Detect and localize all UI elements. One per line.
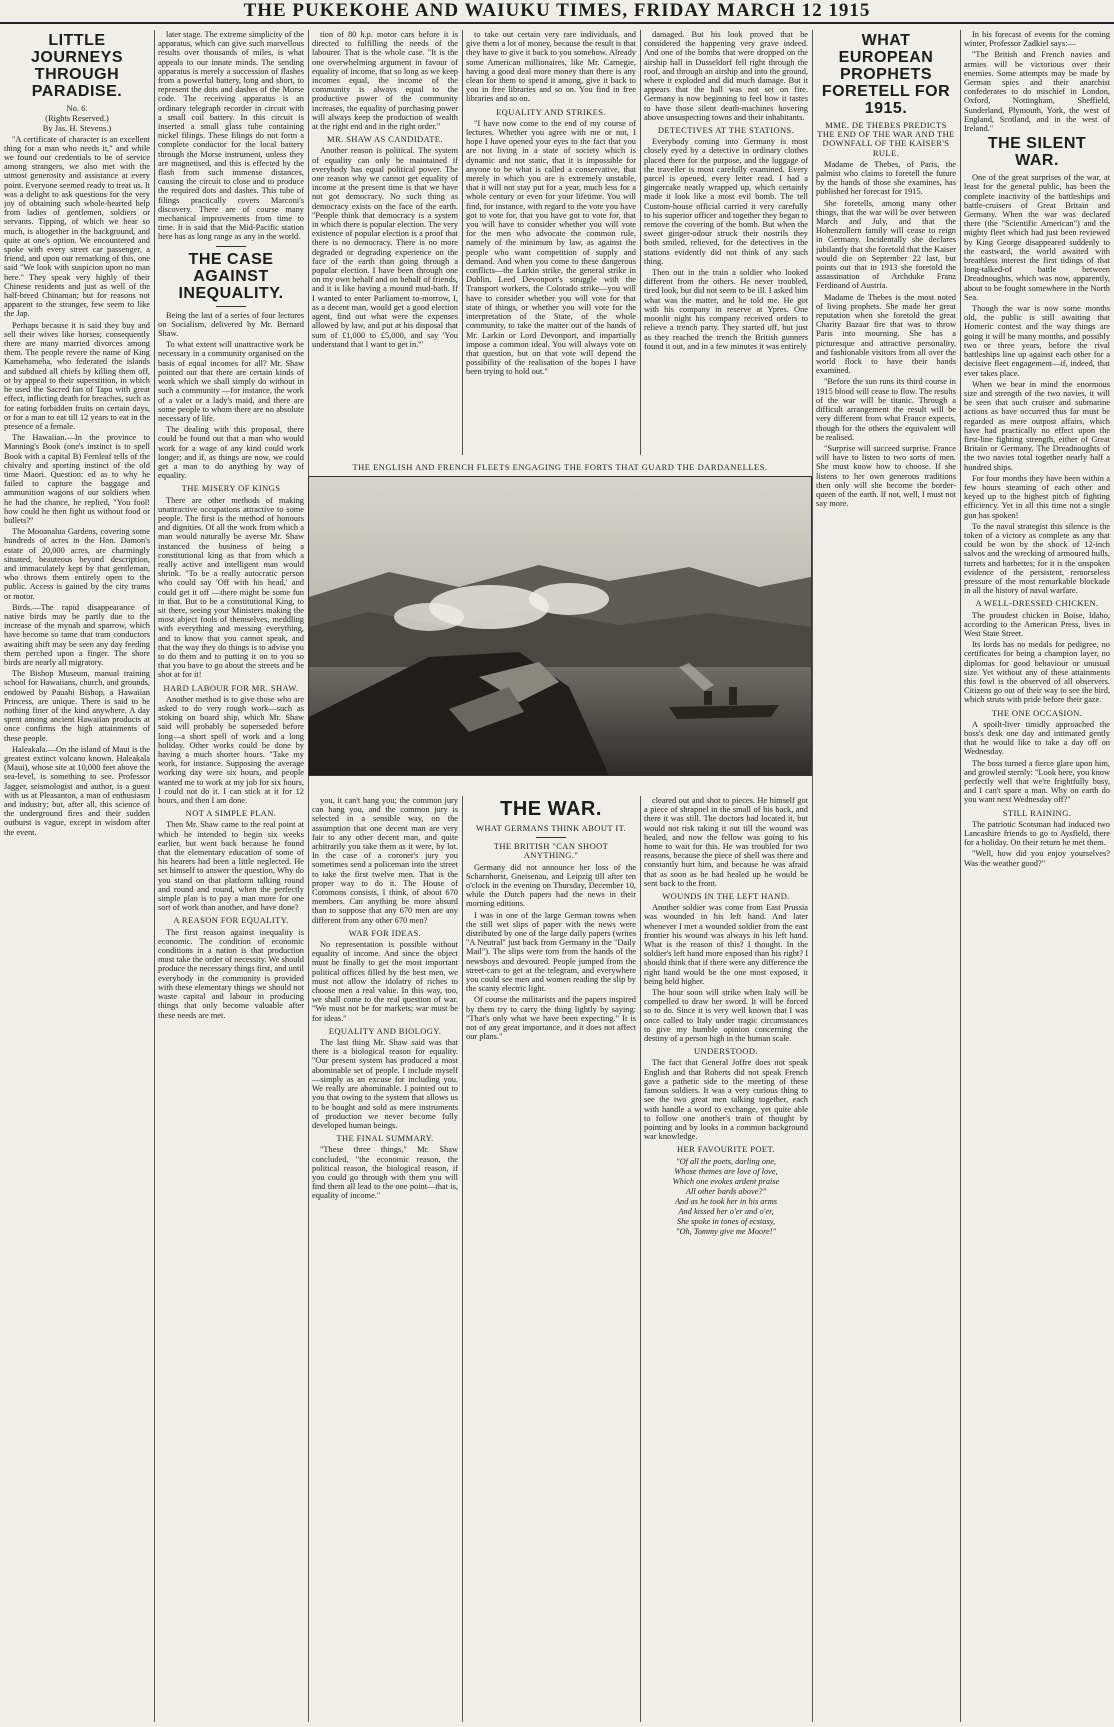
- paragraph: The Mooanalua Gardens, covering some hundreds of acres in the Hon. Damon's estate of 20,000 acres, are charmingly situated, beauteous beyond description, and immaculately kept by that gentleman, who throws them entirely open to the public. Access is gained by the city trams or motor.: [4, 527, 150, 601]
- column-rule: [154, 30, 155, 1722]
- paragraph: There are other methods of making unattractive occupations attractive to some people. The first is the method of honours and dignities. Of all the work from which a man would naturally be averse Mr. Shaw instanced the business of being a constitutional king as that from which a really active and intelligent man would shrink. "To be a really autocratic person who could say 'Off with his head,' and could get it off —there might be some fun in that. But to be a constitutional King, to sit there, seeing your Ministers making the most abject fools of themselves, meddling with everything and messing everything, and to know that you cannot speak, and that the way they do things is to advise you to do them and to putting it on to you so that you have to go about the streets and be shot at for it!: [158, 495, 304, 680]
- photo-caption: THE ENGLISH AND FRENCH FLEETS ENGAGING THE FORTS THAT GUARD THE DARDANELLES.: [352, 462, 768, 472]
- divider: [536, 837, 566, 838]
- paragraph: "Well, how did you enjoy yourselves? Was the weather good?": [964, 849, 1110, 868]
- paragraph: later stage. The extreme simplicity of the apparatus, which can give such marvellous results over thousands of miles, is what appeals to our innate minds. The sending apparatus is merely a succession of flashes from a powerful battery, long and short, to represent the dots and dashes of the Morse code. The receiving apparatus is an ordinary telegraph recorder in circuit with a small coil battery. In this circuit is inserted a small glass tube containing nickel filings. These filings do not form a complete conductor for the local battery through the Morse instrument, unless they are magnetised, and this is effected by the flash from such immense distances, causing the circuit to close and to produce the required dots and dashes. This tube of filings practically covers Marconi's discovery. There are of course many mechanical improvements from time to time. It is said that the Mid-Pacific station here has as long range as any in the world.: [158, 30, 304, 242]
- paragraph: For four months they have been within a few hours steaming of each other and keyed up to the highest pitch of fighting efficiency. Yet in all this time not a single gun has spoken!: [964, 473, 1110, 520]
- article-detectives: [644, 30, 808, 455]
- column-rule: [960, 30, 961, 1722]
- paragraph: The patriotic Scotsman had induced two Lancashire friends to go to Aysfield, there for a holiday. On their return he met them.: [964, 819, 1110, 848]
- paragraph: The hour soon will strike when Italy will be compelled to draw her sword. It will be forced so to do. Since it is very well known that I was once called to Italy under tragic circumstances to give my humble opinion concerning the destiny of a person high in the human scale.: [644, 988, 808, 1044]
- paragraph: Everybody coming into Germany is most closely eyed by a detective in ordinary clothes placed there for the purpose, and the luggage of the traveller is most carefully examined. Every parcel is opened, every letter read. I had a gingercake neatly wrapped up, which certainly made it look like a most evil bomb. The tell Custom-house official carried it very carefully to his superior officer and together they began to remove the covering of the bomb. But when the sweet ginger-odour struck their nostrils they both smiled, relieved, for the detectives in the stations evidently did not think of any such thing.: [644, 137, 808, 266]
- paragraph: "A certificate of character is an excellent thing for a man who needs it," and while we found our credentials to be of service among strangers, we also met with the utmost generosity and assistance at every point. Everyone seemed ready to treat us. It was a delight to ask questions for the very joy of obtaining such whole-hearted help from ladies of gentlemen, soldiers or servants. Tipping, of which we hear so much, is altogether in the background, and quite at one's option. We encountered and spoke with every street car passenger, a friend, and upon our remarking of this, one said "We look with suspicion upon no man here." They speak very highly of their Chinese residents and just as well of the half-breed Chinaman; but for reasons not apparent to the stranger, few seem to like the Jap.: [4, 134, 150, 319]
- paragraph: cleared out and shot to pieces. He himself got a piece of shrapnel in the small of his back, and there it was still. The doctors had located it, but would not risk taking it out till the wound was healed, and now the fellow was going to his home to wait for this. He was troubled for two reasons, because the piece of shell was there and constantly hurt him, and because he was afraid that as soon as he had healed up he would be sent back to the front.: [644, 796, 808, 888]
- subheading: HARD LABOUR FOR MR. SHAW.: [163, 682, 299, 693]
- paragraph: you, it can't hang you; the common jury can hang you, and the common jury is selected in a sensible way, on the assumption that one decent man are very fair to any other decent man, and quite arbitrarily you take them as it were, by lot. In the case of a coroner's jury you sometimes send a policeman into the street to take the first twelve men. That is the proper way to do it. The House of Commons consists, I think, of about 670 members. Can anything be more absurd than to suppose that any 670 men are any different from any other 670 men?: [312, 796, 458, 925]
- headline-case-against-inequality: THE CASE AGAINST INEQUALITY.: [178, 250, 284, 302]
- divider: [216, 306, 246, 307]
- paragraph: The proudest chicken in Boise, Idaho, according to the American Press, lives in West State Street.: [964, 610, 1110, 638]
- paragraph: "Before the sun runs its third course in 1915 blood will cease to flow. The results of the war will be titanic. Through a difficult arrangement the result will be very different from what France expects, though for the others the equivalent will be realised.: [816, 377, 956, 442]
- subheading: HER FAVOURITE POET.: [676, 1144, 776, 1155]
- subheading: UNDERSTOOD.: [694, 1046, 758, 1057]
- paragraph: "The British and French navies and armies will be victorious over their enemies. Some attempts may be made by German spies and their anarchist confederates to do mischief in London, Oxford, Nottingham, Sheffield, Sunderland, Plymouth, York, the west of England, Scotland, and in the west of Ireland.": [964, 50, 1110, 134]
- subheading: WOUNDS IN THE LEFT HAND.: [662, 891, 790, 902]
- subheading: A REASON FOR EQUALITY.: [173, 915, 289, 926]
- subheading: A WELL-DRESSED CHICKEN.: [975, 598, 1099, 609]
- article-shaw-continued: [312, 30, 458, 455]
- headline-little-journeys: LITTLE JOURNEYS THROUGH PARADISE.: [30, 32, 124, 100]
- paragraph: She foretells, among many other things, that the war will be over between March and July, and that the Hohenzollern family will cease to reign in Germany. Incidentally she declares jubilantly that she foretold that the Kaiser would die on September 22 last, but points out that in 1913 she foretold the assassination of Archduke Franz Ferdinand of Austria.: [816, 198, 956, 291]
- headline-european-prophets: WHAT EUROPEAN PROPHETS FORETELL FOR 1915.: [821, 32, 951, 117]
- subheading: WAR FOR IDEAS.: [348, 927, 422, 938]
- paragraph: The first reason against inequality is economic. The condition of economic conditions in a nation is that production must take the order of necessity. We should produce the necessary things first, and until everybody in the community is provided with these elementary things we should not waste capital and labour in producing things that only become valuable after these needs are met.: [158, 927, 304, 1020]
- dardanelles-photo: [308, 476, 812, 776]
- column-rule: [812, 30, 813, 1722]
- poem-line: "Of all the poets, darling one,: [675, 1156, 777, 1166]
- article-wounds-left-hand: [644, 796, 808, 1722]
- subheading: THE FINAL SUMMARY.: [336, 1133, 434, 1144]
- paragraph: Another reason is political. The system of equality can only be maintained if everybody has equal political power. The one reason why we cannot get equality of income at the present time is that we have not got democracy. No such thing as democracy exists on the face of the earth. "People think that democracy is a system in which there is popular election. The very existence of popular election is a proof that there is no democracy. There is no more degraded or degrading experience on the face of the earth than going through a popular election. I have been through one on my own behalf and on behalf of friends, and it is like having a mound mud-bath. If I wanted to enter Parliament to-morrow, I, as a decent man, would get a good election agent, find out what were the expenses allowed by law, and put at his disposal that sum of £1,000 to £5,000, and say 'You understand that I want to get in.'": [312, 146, 458, 349]
- subheading: WHAT GERMANS THINK ABOUT IT.: [475, 823, 627, 833]
- paragraph: Perhaps because it is said they buy and sell their wives like horses; consequently there are many married divorces among them. The people revere the name of King Kamehameha, who federated the islands and subdued all chiefs by killing them off, or by appeal to their superstition, in which he used the Sacred fan of Tapu with great effect, inflicting death for breaches, such as for eating forbidden fruits on certain days, or for a man to eat till 12 years to eat in the presence of a female.: [4, 320, 150, 431]
- paragraph: "Surprise will succeed surprise. France will have to listen to two sorts of men. She must know how to choose. If she listens to her own generous traditions then only will she become the border-queen of the earth. If not, well, I must not say more.: [816, 443, 956, 509]
- paragraph: Another soldier was come from East Prussia was wounded in his left hand. And later whenever I met a wounded soldier from the east frontier his wound was always in his left hand. What is the reason of this? I thought. In the soldier's left hand more exposed than his right? I should think that if there were any difference the right hand would be the one most exposed, it being held higher.: [644, 903, 808, 986]
- paragraph: No representation is possible without equality of income. And since the object must be finally to get the most important political offices filled by the best men, we must not allow the idolatry of riches to choose men a real value. In this way, too, we shall come to the real question of war. "We must not be for markets; war must be for ideas.": [312, 940, 458, 1023]
- column-rule: [462, 796, 463, 1722]
- article-case-against-inequality: [158, 30, 304, 1722]
- article-equality-strikes: [466, 30, 636, 455]
- subheading: THE BRITISH "CAN SHOOT ANYTHING.": [493, 841, 609, 861]
- article-number: No. 6.: [66, 103, 88, 113]
- subheading: STILL RAINING.: [1002, 807, 1072, 818]
- poem-line: "Oh, Tommy give me Moore!": [675, 1226, 777, 1236]
- paragraph: Then out in the train a soldier who looked different from the others. He never troubled, tired look, but did not seem to be ill. I asked him what was the matter, and he told me. He got with his company in reserve at Ypres. One moonlit night his company received orders to relieve a trench party. They started off, but just as they reached the trench the British gunners found it out, and in a few minutes it was entirely: [644, 268, 808, 351]
- paragraph: The fact that General Joffre does not speak English and that Roberts did not speak French gave a pathetic side to the meeting of these famous soldiers. It was a very curious thing to see the two great men talking together, each with handle a word to exchange, yet quite able to follow one another's train of thought by pointing and by looks in a common background war knowledge.: [644, 1058, 808, 1142]
- paragraph: Birds.—The rapid disappearance of native birds may be partly due to the increase of the mynah and sparrow, which have become so tame that tram conductors awaiting shift may be seen any day feeding them perched upon a finger. The shore birds are nearly all migratory.: [4, 602, 150, 667]
- subheading: DETECTIVES AT THE STATIONS.: [657, 125, 795, 136]
- poem-line: Which one evokes ardent praise: [672, 1176, 780, 1186]
- article-the-war: [466, 796, 636, 1722]
- poem-line: Whose themes are love of love,: [674, 1166, 778, 1176]
- article-war-for-ideas: [312, 796, 458, 1722]
- subheading: MR. SHAW AS CANDIDATE.: [327, 134, 443, 145]
- subheading: MME. DE THEBES PREDICTS THE END OF THE WAR AND THE DOWNFALL OF THE KAISER'S RULE.: [817, 120, 955, 158]
- paragraph: The boss turned a fierce glare upon him, and growled sternly: "Look here, you know perfectly well that we're frightfully busy, and I can't spare a man. Why on earth do you want next Wednesday off?": [964, 758, 1110, 805]
- paragraph: "These three things," Mr. Shaw concluded, "the economic reason, the political reason, the biological reason, if you could go through with them you will find them all lead to the one point—that is, equality of income.": [312, 1145, 458, 1201]
- paragraph: Madame de Thebes is the most noted of living prophets. She made her great reputation when she foretold the great Charity Bazaar fire that was to throw Paris into mourning. She has a picturesque and attractive personality, and fashionable visitors from all over the world flock to have their hands examined.: [816, 292, 956, 376]
- subheading: NOT A SIMPLE PLAN.: [185, 808, 277, 819]
- intro: Being the last of a series of four lectures on Socialism, delivered by Mr. Bernard Shaw.: [158, 310, 304, 339]
- paragraph: Of course the militarists and the papers inspired by them try to carry the thing lightly by saying: "That's only what we have been expecting." It is not of any great importance, and it does not affect our plans.": [466, 995, 636, 1042]
- paragraph: to take out certain very rare individuals, and give them a lot of money, because the result is that they have to give it back to you somehow. Already some American millionaires, like Mr. Carnegie, having a good deal more money than there is any clean for them to spend it among, give it back to you in free libraries and so on. You find in free libraries and so on.: [466, 30, 636, 104]
- column-rule: [462, 30, 463, 455]
- paragraph: To what extent will unattractive work be necessary in a community organised on the basis of equal incomes for all? Mr. Shaw pointed out that there are certain kinds of work which we shall simply do without in such a community —for instance, the work of a valet or a lady's maid, and there are some people to whom there are no absolute necessary of life.: [158, 340, 304, 423]
- article-european-prophets: [816, 30, 956, 1722]
- column-rule: [308, 30, 309, 1722]
- paragraph: The dealing with this proposal, there could be found out that a man who would work for a wage of any kind could work longer; and if, as things are now, we could get a man to do anything by way of equality.: [158, 425, 304, 481]
- poem-line: She spoke in tones of ecstasy,: [676, 1216, 776, 1226]
- paragraph: Its lords has no medals for pedigree, no certificates for being a champion layer, no diplomas for good behaviour or unusual size. Yet without any of these attainments this fowl is the observed of all observers. Citizens go out of their way to see the bird, which struts with pride before their gaze.: [964, 640, 1110, 705]
- paragraph: One of the great surprises of the war, at least for the general public, has been the complete inactivity of the battleships and battle-cruisers of Great Britain and Germany. When the war was declared there (the "Scientific American") and the mighty fleet which had just been reviewed by King George disappeared suddenly to the eastward, the world awaited with breathless interest the first tidings of that long-talked-of battle between Dreadnoughts, which was now, apparently, about to be fought somewhere in the North Sea.: [964, 173, 1110, 302]
- paragraph: A spoilt-liver timidly approached the boss's desk one day and intimated gently that he would like to take a day off on Wednesday.: [964, 719, 1110, 757]
- poem-line: And as he took her in his arms: [674, 1196, 778, 1206]
- masthead-title: THE PUKEKOHE AND WAIUKU TIMES, FRIDAY MARCH 12 1915: [0, 0, 1114, 24]
- divider: [216, 246, 246, 247]
- paragraph: The last thing Mr. Shaw said was that there is a biological reason for equality. "Our present system has produced a most abominable set of people. I include myself—simply as an excuse for including you. We really are abominable. I pointed out to you that owing to the system that allows us to be bought and sold as mere instruments of production we never become fully developed human beings.: [312, 1038, 458, 1130]
- paragraph: Though the war is now some months old, the public is still awaiting that Homeric contest and the way things are going it will be many months, and possibly two or three years, before the rival battleships line up against each other for a decisive fleet engagement—if, indeed, that ever takes place.: [964, 304, 1110, 378]
- poem-line: All other bards above?": [685, 1186, 767, 1196]
- poem: [644, 1157, 808, 1237]
- paragraph: Haleakala.—On the island of Maui is the greatest extinct volcano known. Haleakala (Maui), whose site at 10,000 feet above the sea-level, is something to see. Professor Jagger, seismologist and author, is a guest with us at Pleasanton, a man of enthusiasm and industry; but, after all, this science of the underground fires and their sudden outburst is vague, except in wisdom after the event.: [4, 744, 150, 837]
- paragraph: tion of 80 h.p. motor cars before it is directed to fulfilling the needs of the labourer. That is the whole case. "It is the one overwhelming argument in favour of equality of income, that so long as we keep incomes equal, the income of the community is always equal to the productive power of the community increases, the equality of purchasing power will always keep the production of wealth at the right end and in the right order.": [312, 30, 458, 132]
- paragraph: I was in one of the large German towns when the still wet slips of paper with the news were distributed by one of the large daily papers (writes "A Neutral" just back from Germany in the "Daily Mail"). The slips were torn from the hands of the newsboys and devoured. People jumped from the street-cars to get at the telegram, and everywhere you could see men and women reading the slip by the scanty electric light.: [466, 910, 636, 994]
- paragraph: Germany did not announce her loss of the Scharnhorst, Gneisenau, and Leipzig till after ten o'clock in the evening on Thursday, December 10, while the Dutch papers had the news in their morning editions.: [466, 862, 636, 909]
- byline: By Jas. H. Stevens.): [42, 123, 112, 134]
- photo-block: [308, 462, 812, 787]
- headline-the-war: THE WAR.: [500, 798, 602, 820]
- poem-line: And kissed her o'er and o'er,: [678, 1206, 774, 1216]
- paragraph: damaged. But his look proved that he considered the happening very grave indeed. And one of the bombs that were dropped on the airship hall in Dusseldorf fell right through the roof, and through an airship and into the ground, where it exploded and did much damage. But it appears that the hall was not set on fire. Germany is now beginning to feel how it tastes to have those silent death-machines hovering above unsuspecting towns and their inhabitants.: [644, 30, 808, 122]
- subheading: EQUALITY AND BIOLOGY.: [328, 1025, 442, 1036]
- subheading: THE ONE OCCASION.: [991, 707, 1083, 718]
- column-rule: [640, 796, 641, 1722]
- paragraph: "I have now come to the end of my course of lectures. Whether you agree with me or not, I hope I have opened your eyes to the fact that you are not living in a state of society which is dynamic and not static, that it is impossible for anyone to be what is called a conservative, that merely in which you are is extremely unstable, that it will not stay put for a year, much less for a whole century or even for your lifetime. You will find, for instance, with regard to the vote you have got to vote for, that you have got to vote for, that you will have to consider whether you will vote for the men who advocate the common rule, namely of the minimum by law, as against the people who want competition of supply and demand. And when you come to these dangerous conflicts—the Larkin strike, the general strike in Dublin, Leed Devonport's struggle with the Transport workers, the Colorado strike—you will have to consider whether you will vote for that state of things, or whether you will vote for the interpretation of the State, of the whole community, to take the matter out of the hands of Mr. Larkin or Lord Devonport, and impartially impose a common ideal. You will always vote on that question, but on that vote will depend the possibility of the realisation of the hopes I have been trying to hold out.": [466, 118, 636, 377]
- paragraph: To the naval strategist this silence is the token of a victory as complete as any that could be won by the shock of 12-inch salvos and the wrecking of armoured hulls, turrets and barbettes; for it is the unspoken evidence of the persistent, remorseless pressure of the most remarkable blockade in all the history of naval warfare.: [964, 521, 1110, 596]
- paragraph: In his forecast of events for the coming winter, Professor Zadkiel says:—: [964, 30, 1110, 49]
- article-little-journeys: [4, 30, 150, 1722]
- rights-note: (Rights Reserved.): [45, 113, 109, 124]
- paragraph: Then Mr. Shaw came to the real point at which he intended to begin six weeks earlier, but went back because he found that the elementary education of some of his hearers had been a little neglected. He set himself to answer the question, Why do you stand on that platform talking round and round and round, when the perfectly simple plan is to pay a man more for one sort of work than another, and have done?: [158, 820, 304, 913]
- paragraph: Another method is to give those who are asked to do very rough work—such as stoking on board ship, which Mr. Shaw said will probably be superseded before long—a short spell of work and a long holiday. Other works could be done by having a much shorter hours. "Take my work, for instance. Supposing the average working day were six hours, and people wanted me to work at my job for six hours, I could not do it. I can stick at it for 12 hours, and then I am done.: [158, 694, 304, 806]
- subheading: EQUALITY AND STRIKES.: [496, 106, 606, 117]
- column-rule: [640, 30, 641, 455]
- paragraph: Madame de Thebes, of Paris, the palmist who claims to foretell the future by the hands of those she examines, has published her forecast for 1915.: [816, 159, 956, 197]
- paragraph: The Hawaiian.—In the province to Manning's Book (one's instinct is to spell Book with a capital B) Fernleaf tells of the chivalry and sporting instinct of the old time Maori. Question: ed as to why he failed to capture the baggage and ammunition wagons of our soldiers when he had the chance, he replied, "You fool! how could he then fight us without food or bullets?": [4, 433, 150, 525]
- subheading: THE MISERY OF KINGS: [181, 483, 281, 494]
- headline-silent-war: THE SILENT WAR.: [987, 135, 1087, 170]
- fleet-illustration: [309, 477, 811, 775]
- article-silent-war: [964, 30, 1110, 1722]
- paragraph: When we bear in mind the enormous size and strength of the two navies, it will be seen that such cruiser and submarine actions as have occurred thus far must be regarded as mere outpost affairs, which have had practically no effect upon the first-line fighting strength, either of Great Britain or Germany. The Dreadnoughts of the two navies total together nearly half a hundred ships.: [964, 379, 1110, 472]
- paragraph: The Bishop Museum, manual training school for Hawaiians, church, and grounds, endowed by Pauahi Bishop, a Hawaiian Princess, are unique. There is said to be nothing finer of the kind anywhere. A day spent among ancient Hawaiian products at once confirms the high attainments of these people.: [4, 669, 150, 743]
